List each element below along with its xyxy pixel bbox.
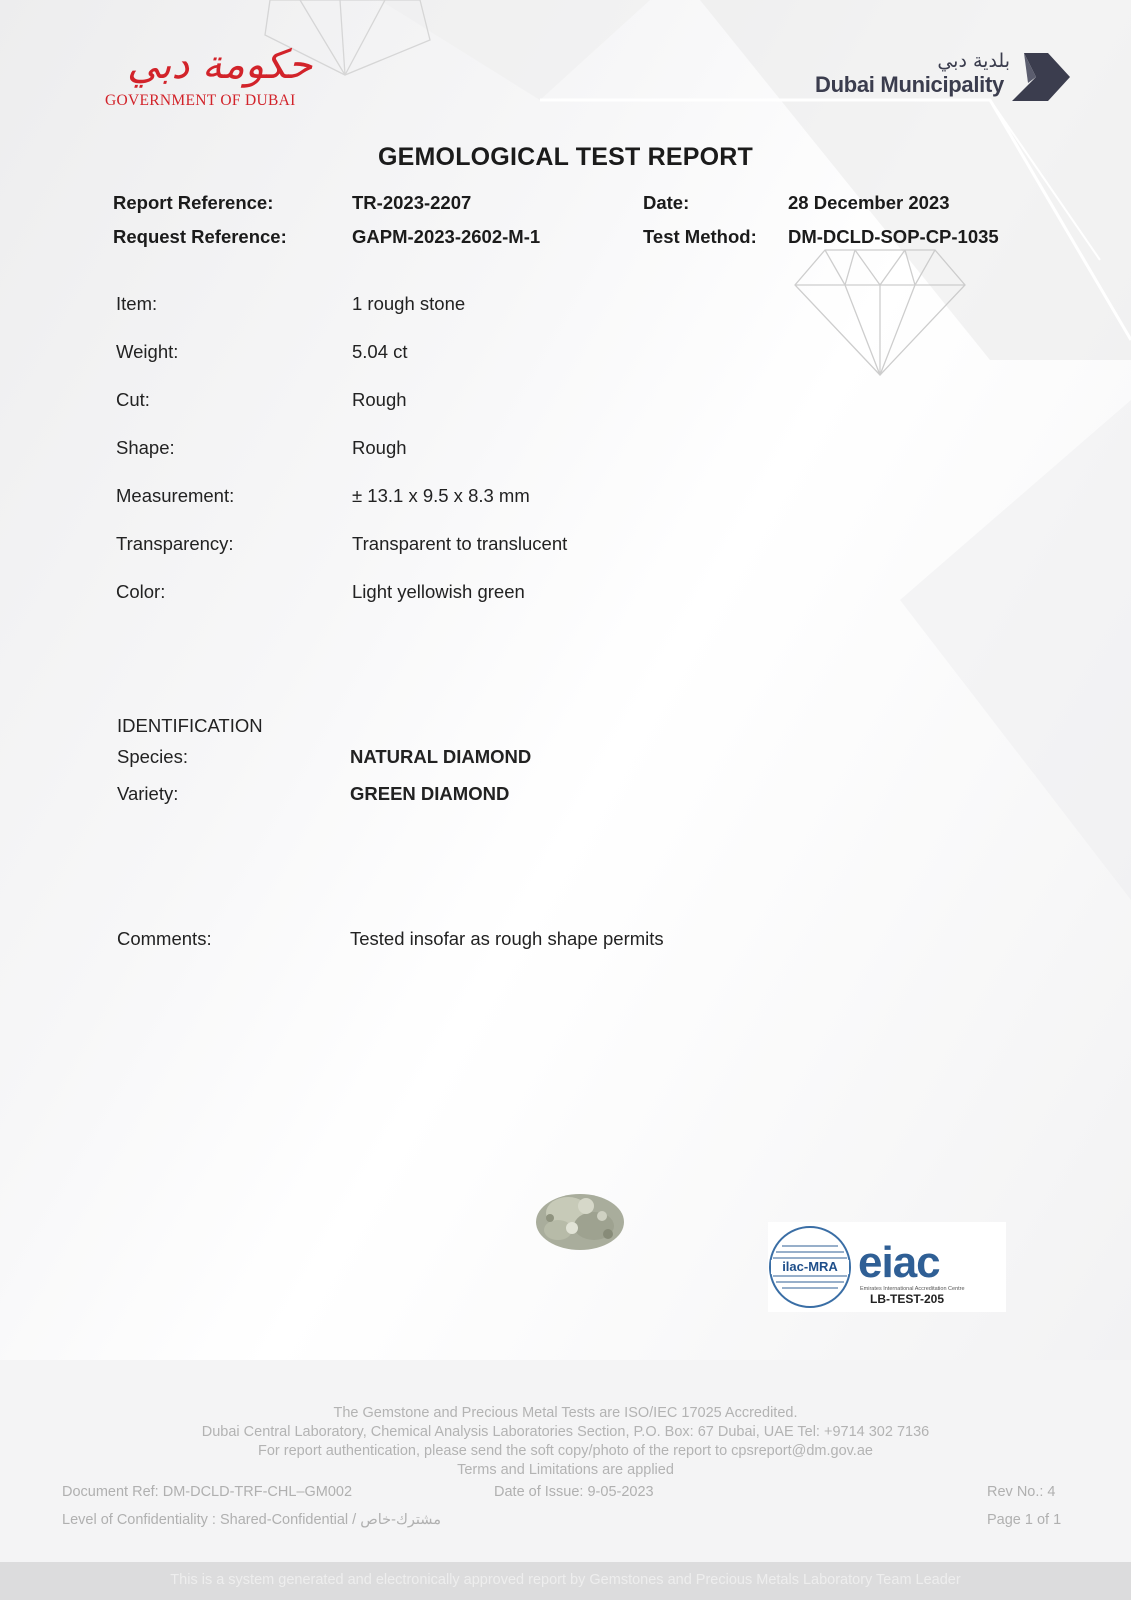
dubai-municipality-logo xyxy=(815,50,1010,98)
request-reference-value: GAPM-2023-2602-M-1 xyxy=(352,226,541,247)
transparency-label: Transparency: xyxy=(116,533,234,554)
test-method-label: Test Method: xyxy=(643,226,757,247)
ilac-mra-icon xyxy=(770,1227,850,1307)
cut-label: Cut: xyxy=(116,389,150,410)
report-title: GEMOLOGICAL TEST REPORT xyxy=(378,143,753,171)
report-reference-value: TR-2023-2207 xyxy=(352,192,472,213)
date-of-issue: Date of Issue: 9-05-2023 xyxy=(494,1484,654,1500)
date-value: 28 December 2023 xyxy=(788,192,950,213)
shape-value: Rough xyxy=(352,437,407,458)
variety-label: Variety: xyxy=(117,783,179,804)
footer-line-1: The Gemstone and Precious Metal Tests are ISO/IEC 17025 Accredited. xyxy=(333,1405,798,1421)
accreditation-code: LB-TEST-205 xyxy=(870,1292,945,1306)
weight-label: Weight: xyxy=(116,341,179,362)
request-reference-label: Request Reference: xyxy=(113,226,287,247)
identification-heading: IDENTIFICATION xyxy=(117,715,263,736)
page-number: Page 1 of 1 xyxy=(987,1512,1062,1528)
variety-value: GREEN DIAMOND xyxy=(350,783,510,804)
gov-name: GOVERNMENT OF DUBAI xyxy=(105,92,296,109)
date-label: Date: xyxy=(643,192,690,213)
government-of-dubai-logo xyxy=(105,40,312,110)
item-label: Item: xyxy=(116,293,158,314)
cut-value: Rough xyxy=(352,389,407,410)
comments-label: Comments: xyxy=(117,928,212,949)
measurement-label: Measurement: xyxy=(116,485,235,506)
dm-name: Dubai Municipality xyxy=(815,72,1004,97)
rev-no: Rev No.: 4 xyxy=(987,1484,1056,1500)
gov-arabic-calligraphy: حكومة دبي xyxy=(127,42,313,88)
species-label: Species: xyxy=(117,746,188,767)
shape-label: Shape: xyxy=(116,437,175,458)
eiac-text: eiac xyxy=(858,1238,940,1287)
comments-value: Tested insofar as rough shape permits xyxy=(350,928,664,949)
color-value: Light yellowish green xyxy=(352,581,525,602)
dm-chevron-icon xyxy=(1012,53,1072,101)
confidentiality-level: Level of Confidentiality : Shared-Confidential / مشترك-خاص xyxy=(62,1512,442,1528)
species-value: NATURAL DIAMOND xyxy=(350,746,532,767)
test-method-value: DM-DCLD-SOP-CP-1035 xyxy=(788,226,999,247)
footer-line-2: Dubai Central Laboratory, Chemical Analysis Laboratories Section, P.O. Box: 67 Dubai, UAE Tel: +9714 302 7136 xyxy=(201,1424,930,1440)
dm-arabic-name: بلدية دبي xyxy=(937,50,1010,72)
footer-line-4: Terms and Limitations are applied xyxy=(457,1462,674,1478)
system-note: This is a system generated and electronically approved report by Gemstones and Precious Metals Laboratory Team Leader xyxy=(170,1572,961,1588)
footer-line-3: For report authentication, please send the soft copy/photo of the report to cpsreport@dm.gov.ae xyxy=(258,1443,873,1459)
stone-photo xyxy=(528,1178,628,1258)
report-reference-label: Report Reference: xyxy=(113,192,274,213)
eiac-subtitle: Emirates International Accreditation Centre xyxy=(860,1286,965,1292)
ilac-text: ilac-MRA xyxy=(782,1259,838,1274)
measurement-value: ± 13.1 x 9.5 x 8.3 mm xyxy=(352,485,530,506)
weight-value: 5.04 ct xyxy=(352,341,408,362)
color-label: Color: xyxy=(116,581,166,602)
transparency-value: Transparent to translucent xyxy=(352,533,568,554)
item-value: 1 rough stone xyxy=(352,293,466,314)
document-ref: Document Ref: DM-DCLD-TRF-CHL–GM002 xyxy=(62,1484,353,1500)
